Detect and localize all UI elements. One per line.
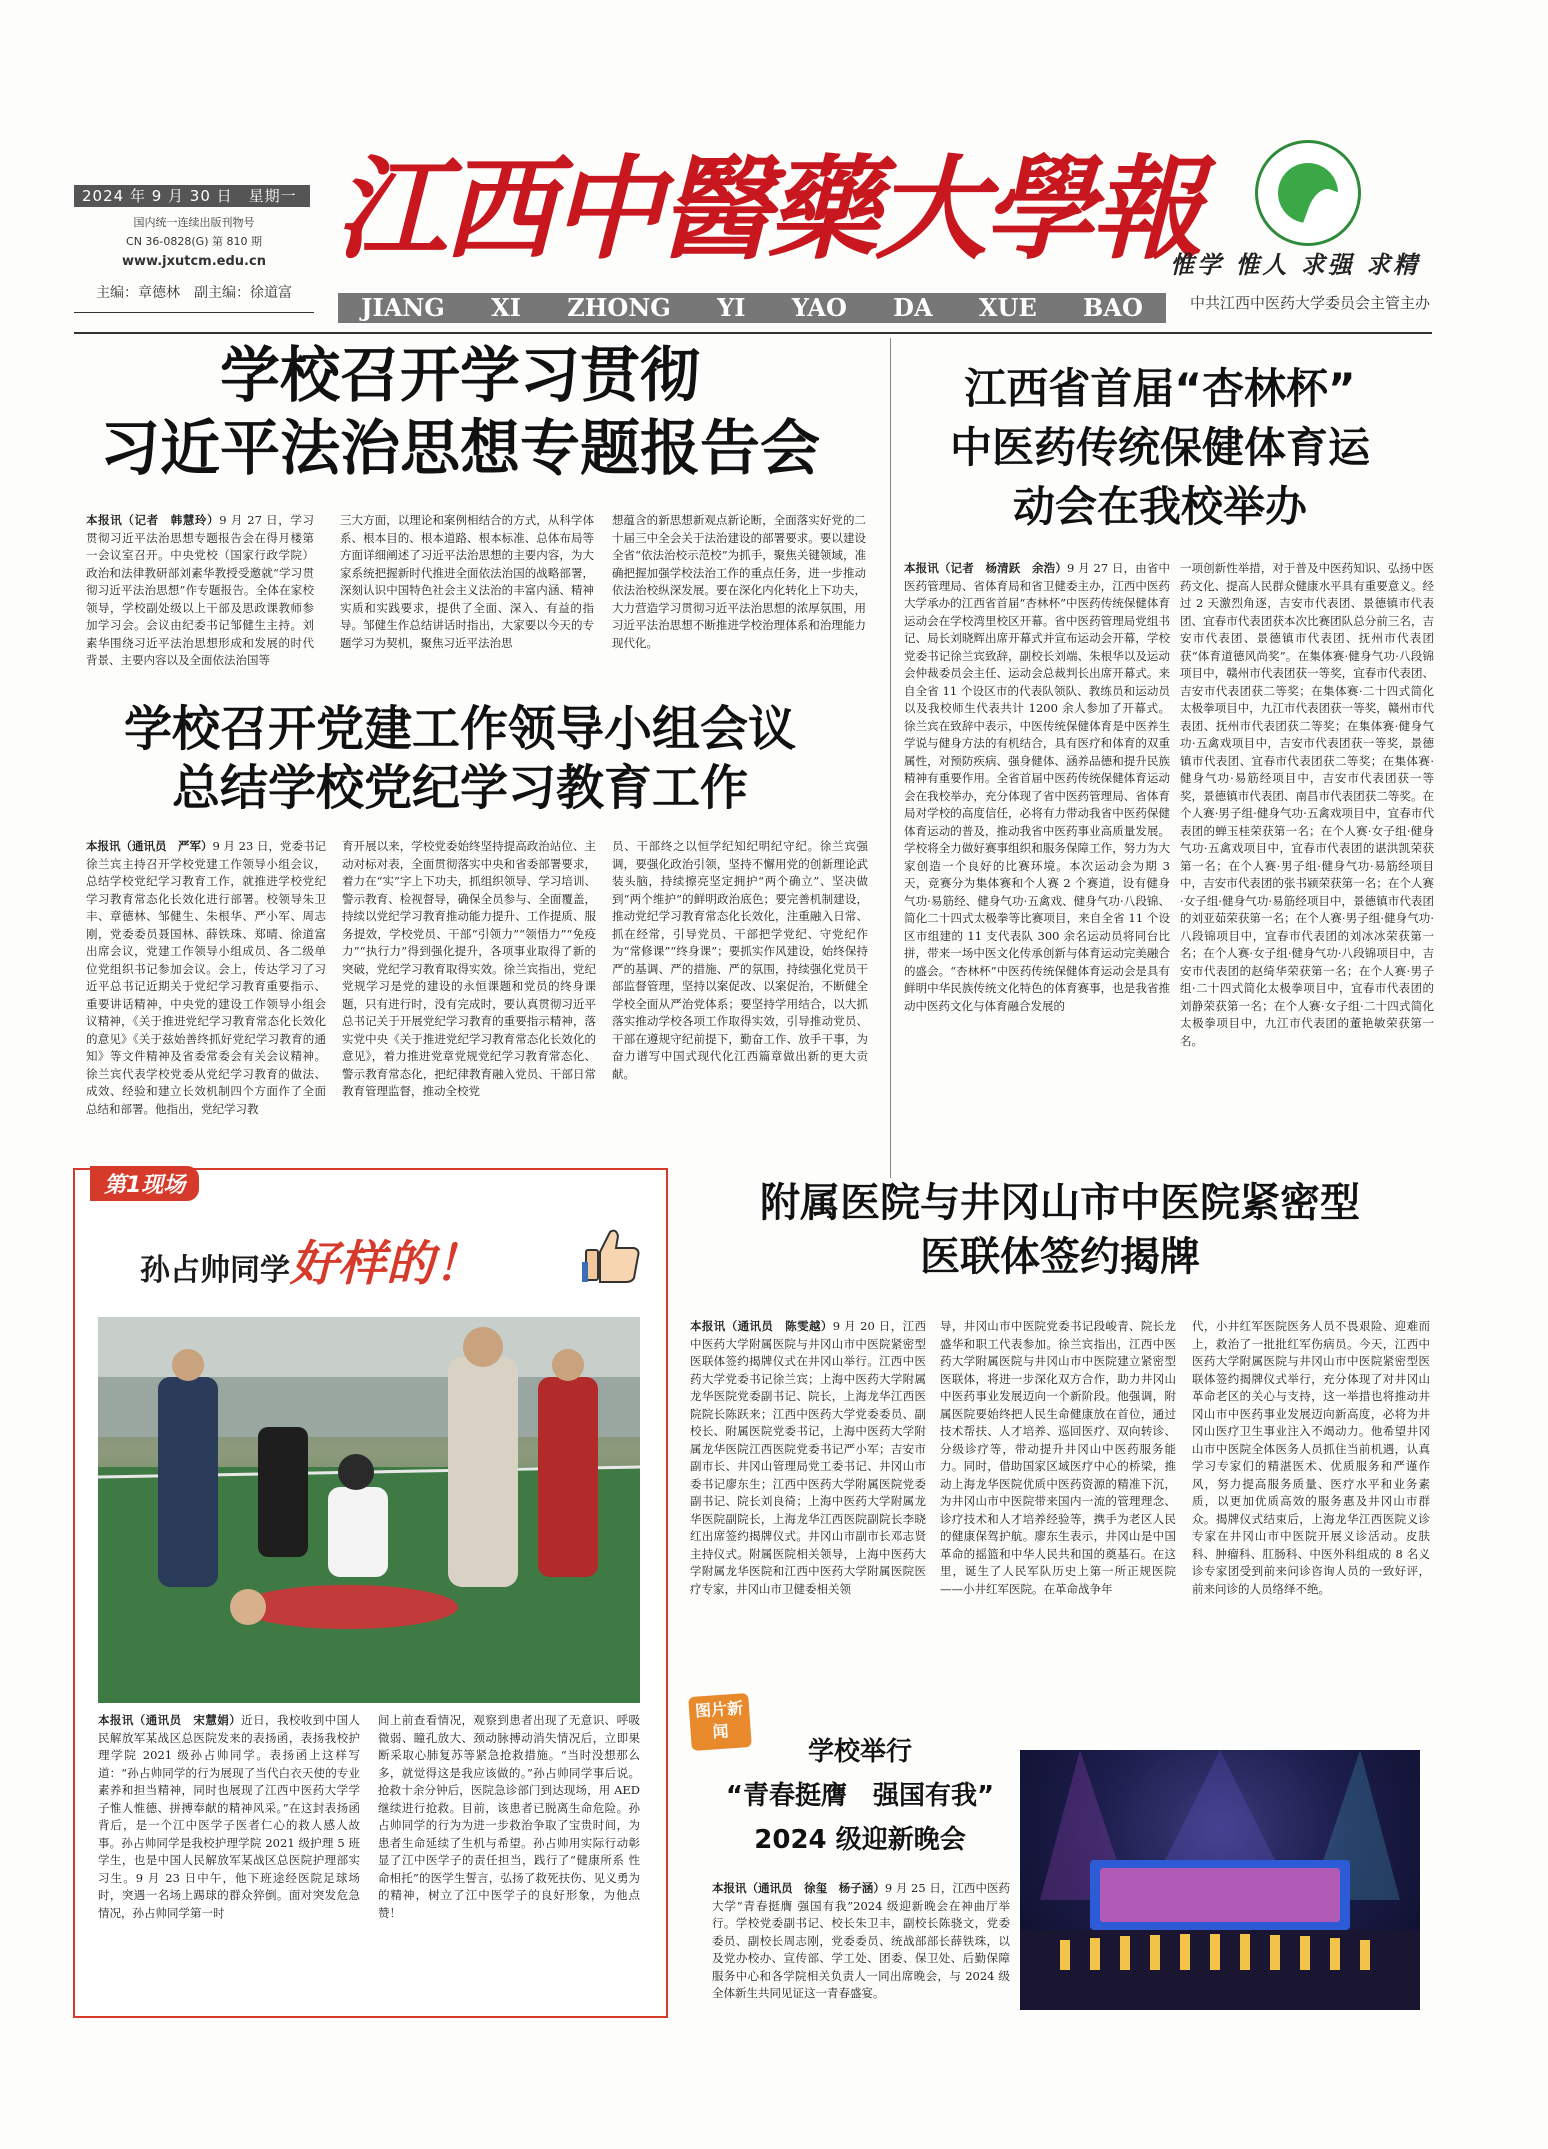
cn-line: CN 36-0828(G) 第 810 期 [126,235,262,248]
website-link[interactable]: www.jxutcm.edu.cn [122,254,266,269]
rescue-photo [98,1317,640,1703]
pinyin-bar [338,293,1166,323]
article5-headline [690,1176,1430,1284]
article5-text: 9 月 20 日，江西中医药大学附属医院与井冈山市中医院紧密型医联体签约揭牌仪式在井冈山举行。江西中医药大学党委书记徐兰宾；上海中医药大学附属龙华医院党委副书记、院长，上海龙华江西医院院长陈跃来；江西中医药大学党委委员、副校长、附属医院党委书记，上海中医药大学附属龙华医院江西医院党委书记严小军；吉安市副市长、井冈山管理局党工委书记、井冈山市委书记廖东生；江西中医药大学附属医院党委副书记、院长刘良徛；上海中医药大学附属龙华医院副院长，上海龙华江西医院副院长李晓红出席签约揭牌仪式。井冈山市副市长邓志贤主持仪式。附属医院相关领导，上海中医药大学附属龙华医院和江西中医药大学附属医院医疗专家，井冈山市卫健委相关领 [690,1319,926,1596]
headline-line: 医联体签约揭牌 [920,1234,1200,1280]
article4-col2: 间上前查看情况，观察到患者出现了无意识、呼吸微弱、瞳孔放大、颈动脉搏动消失情况后，立即果断采取心肺复苏等紧急抢救措施。“当时没想那么多，就觉得这是我应该做的。”孙占帅同学事后说。抢救十余分钟后，医院急诊部门到达现场，用 AED 继续进行抢救。目前，该患者已脱离生命危险。孙占帅同学的行为为进一步救治争取了宝贵时间，为患者生命延续了生机与希望。孙占帅用实际行动彰显了江中医学子的责任担当，践行了“健康所系 性命相托”的医学生誓言，弘扬了救死扶伤、见义勇为的精神，树立了江中医学子的良好形象，为他点赞！ [378,1713,640,1920]
pinyin-word: DA [893,293,933,322]
issn-line: 国内统一连续出版刊物号 [133,216,255,229]
article3-col3: 员、干部终之以恒学纪知纪明纪守纪。徐兰宾强调，要强化政治引领，坚持不懈用党的创新理论武装头脑，持续擦亮坚定拥护“两个确立”、坚决做到“两个维护”的鲜明政治底色；要完善机制建设，推动党纪学习教育常态化长效化，注重融入日常、抓在经常，引导党员、干部把学党纪、守党纪作为“常修课”“终身课”；要抓实作风建设，始终保持严的基调、严的措施、严的氛围，持续强化党员干部监督管理，坚持以案促改、以案促治，不断健全学校全面从严治党体系；要坚持学用结合，以大抓落实推动学校各项工作取得实效，引导推动党员、干部在遵规守纪前提下，勤奋工作、放手干事，为奋力谱写中国式现代化江西篇章做出新的更大贡献。 [612,839,868,1081]
pinyin-word: ZHONG [567,293,671,322]
article1-col3: 想蕴含的新思想新观点新论断，全面落实好党的二十届三中全会关于法治建设的部署要求。要以建设全省“依法治校示范校”为抓手，聚焦关键领域，准确把握加强学校法治工作的重点任务，进一步推动依法治校纵深发展。要在深化内化转化上下功夫，大力营造学习贯彻习近平法治思想的浓厚氛围，用习近平法治思想不断推进学校治理体系和治理能力现代化。 [612,513,866,650]
article2-col2: 一项创新性举措，对于普及中医药知识、弘扬中医药文化、提高人民群众健康水平具有重要意义。经过 2 天激烈角逐，吉安市代表团、景德镇市代表团、宜春市代表团获本次比赛团队总分前三名，吉安市代表团、景德镇市代表团、抚州市代表团获“体育道德风尚奖”。在集体赛·健身气功·八段锦项目中，赣州市代表团获一等奖，宜春市代表团、吉安市代表团获二等奖；在集体赛·二十四式简化太极拳项目中，九江市代表团获一等奖，赣州市代表团、抚州市代表团获二等奖；在集体赛·健身气功·五禽戏项目中，吉安市代表团获一等奖，景德镇市代表团、宜春市代表团获二等奖；在集体赛·健身气功·易筋经项目中，吉安市代表团获一等奖，景德镇市代表团、南昌市代表团获二等奖。在个人赛·男子组·健身气功·五禽戏项目中，宜春市代表团的蝉玉桂荣获第一名；在个人赛·女子组·健身气功·五禽戏项目中，宜春市代表团的谌洪凯荣获第一名；在个人赛·男子组·健身气功·易筋经项目中，吉安市代表团的张书颍荣获第一名；在个人赛·女子组·健身气功·易筋经项目中，景德镇市代表团的刘亚茹荣获第一名；在个人赛·男子组·健身气功·八段锦项目中，宜春市代表团的刘冰冰荣获第一名；在个人赛·女子组·健身气功·八段锦项目中，吉安市代表团的赵绮华荣获第一名；在个人赛·男子组·二十四式简化太极拳项目中，宜春市代表团的刘静荣获第一名；在个人赛·女子组·二十四式简化太极拳项目中，九江市代表团的董艳敏荣获第一名。 [1180,561,1434,1048]
headline-line: 习近平法治思想专题报告会 [100,414,820,485]
article2-byline: 本报讯（记者 杨清跃 余浩） [904,561,1067,575]
article3-col2: 育开展以来，学校党委始终坚持提高政治站位、主动对标对表，全面贯彻落实中央和省委部署要求，着力在“实”字上下功夫，抓组织领导、学习培训、警示教育、检视督导，确保全员参与、全面覆盖，持续以党纪学习教育推动能力提升、工作提质、服务提效，学校党员、干部“引领力”“领悟力”“免疫力”“执行力”得到强化提升，各项事业取得了新的突破，党纪学习教育取得实效。徐兰宾指出，党纪党规学习是党的建设的永恒课题和党员的终身课题，只有进行时，没有完成时，要认真贯彻习近平总书记关于开展党纪学习教育的重要指示精神，落实党中央《关于推进党纪学习教育常态化长效化的意见》，着力推进党章党规党纪学习教育常态化、警示教育常态化，把纪律教育融入党员、干部日常教育管理监督，推动全校党 [342,839,596,1098]
gala-photo [1020,1750,1420,2010]
headline-prefix: 孙占帅同学 [140,1253,290,1288]
headline-line: 附属医院与井冈山市中医院紧密型 [760,1180,1360,1226]
thumbs-up-icon [580,1222,644,1286]
pinyin-word: JIANG [361,293,445,322]
article3-col1 [86,838,326,1158]
article1-col2: 三大方面，以理论和案例相结合的方式，从科学体系、根本目的、根本道路、根本标准、总体布局等方面详细阐述了习近平法治思想的主要内容，为大家系统把握新时代推进全面依法治国的战略部署，深刻认识中国特色社会主义法治的丰富内涵、精神实质和实践要求，提供了全面、深入、有益的指导。邹健生作总结讲话时指出，大家要以今天的专题学习为契机，聚焦习近平法治思 [340,513,594,650]
university-logo-icon [1255,140,1361,246]
article3-text: 9 月 23 日，党委书记徐兰宾主持召开学校党建工作领导小组会议，总结学校党纪学习教育工作，就推进学校党纪学习教育常态化长效化进行部署。校领导朱卫丰、章德林、邹健生、朱根华、严小军、周志刚，党委委员聂国林、薛铁珠、郑晴、徐道富出席会议，党建工作领导小组成员、各二级单位党组织书记参加会议。会上，传达学习了习近平总书记近期关于党纪学习教育重要指示、重要讲话精神，中央党的建设工作领导小组会议精神，《关于推进党纪学习教育常态化长效化的意见》《关于兹始善终抓好党纪学习教育的通知》等文件精神及省委常委会有关会议精神。徐兰宾代表学校党委从党纪学习教育的做法、成效、经验和建立长效机制四个方面作了全面总结和部署。他指出，党纪学习教 [86,839,326,1116]
article4-col1 [98,1712,360,2012]
article2-col1 [904,560,1170,1165]
article4-text: 近日，我校收到中国人民解放军某战区总医院发来的表扬函，表扬我校护理学院 2021 级孙占帅同学。表扬函上这样写道：“孙占帅同学的行为展现了当代白衣天使的专业素养和担当精神，同时也展现了江西中医药大学学子惟人惟德、拼搏奉献的精神风采。”在这封表扬函背后，是一个江中医学子医者仁心的救人感人故事。孙占帅同学是我校护理学院 2021 级护理 5 班学生，也是中国人民解放军某战区总医院护理部实习生。9 月 23 日中午，他下班途经医院足球场时，突遇一名场上踢球的群众猝倒。面对突发危急情况，孙占帅同学第一时 [98,1713,360,1920]
article1-headline [60,340,860,486]
article6-text: 9 月 25 日，江西中医药大学“青春挺膺 强国有我”2024 级迎新晚会在神曲厅举行。学校党委副书记、校长朱卫丰，副校长陈骁文，党委委员、副校长周志刚，党委委员、统战部部长薛铁珠，以及党办校办、宣传部、学工处、团委、保卫处、后勤保障服务中心和各学院相关负责人一同出席晚会，与 2024 级全体新生共同见证这一青春盛宴。 [712,1881,1010,2000]
article2-headline [900,360,1420,536]
section-tag: 第1现场 [90,1166,199,1201]
headline-line: 2024 级迎新晚会 [754,1825,966,1856]
article3-headline [60,700,860,817]
editors: 主编：章德林 副主编：徐道富 [96,285,292,301]
headline-line: 学校召开学习贯彻 [220,341,700,411]
headline-line: 学校召开党建工作领导小组会议 [123,701,796,757]
pinyin-word: XUE [978,293,1037,322]
article5-col2: 导，井冈山市中医院党委书记段峻青、院长龙盛华和职工代表参加。徐兰宾指出，江西中医药大学附属医院与井冈山市中医院建立紧密型医联体，将进一步深化双方合作，助力井冈山中医药事业发展迈向一个新阶段。他强调，附属医院要始终把人民生命健康放在首位，通过技术帮扶、人才培养、巡回医疗、双向转诊、分级诊疗等，带动提升井冈山中医药服务能力。同时，借助国家区域医疗中心的桥梁，推动上海龙华医院优质中医药资源的精准下沉，为井冈山市中医院带来国内一流的管理理念、诊疗技术和人才培养经验等，携手为老区人民的健康保驾护航。廖东生表示，井冈山是中国革命的摇篮和中华人民共和国的奠基石。在这里，诞生了人民军队历史上第一所正规医院——小井红军医院。在革命战争年 [940,1319,1176,1596]
article5-col3: 代，小井红军医院医务人员不畏艰险、迎难而上，救治了一批批红军伤病员。今天，江西中医药大学附属医院与井冈山市中医院紧密型医联体签约揭牌仪式举行，充分体现了对井冈山革命老区的关心与支持，这一举措也将推动井冈山市中医药事业发展迈向新高度，必将为井冈山医疗卫生事业注入不竭动力。他希望井冈山市中医院全体医务人员抓住当前机遇，认真学习专家们的精湛医术、优质服务和严谨作风，努力提高服务质量、医疗水平和业务素质，以更加优质高效的服务惠及井冈山市群众。揭牌仪式结束后，上海龙华江西医院义诊专家在井冈山市中医院开展义诊活动。皮肤科、肿瘤科、肛肠科、中医外科组成的 8 名义诊专家团受到前来问诊咨询人员的一致好评，前来问诊的人员络绎不绝。 [1192,1319,1430,1596]
headline-line: 中医药传统保健体育运 [949,422,1370,472]
article6-body [712,1880,1010,2020]
headline-line: 江西省首届“杏林杯” [964,364,1356,413]
motto: 惟学 惟人 求强 求精 [1170,250,1421,279]
article6-headline [700,1730,1020,1863]
article5-byline: 本报讯（通讯员 陈雯越） [690,1319,833,1333]
headline-accent: 好样的！ [290,1236,483,1292]
headline-line: “青春挺膺 强国有我” [725,1781,995,1812]
pinyin-word: XI [491,293,521,322]
sponsor-line: 中共江西中医药大学委员会主管主办 [1190,294,1431,312]
photo-news-badge: 图片新闻 [688,1693,752,1751]
newspaper-title: 江西中醫藥大學報 [335,144,1199,275]
issue-date: 2024 年 9 月 30 日 星期一 [74,185,310,207]
headline-line: 动会在我校举办 [1012,481,1307,531]
article1-text: 9 月 27 日，学习贯彻习近平法治思想专题报告会在得月楼第一会议室召开。中央党校（国家行政学院）政治和法律教研部刘素华教授受邀就“学习贯彻习近平法治思想”作专题报告。全体在家校领导，学校副处级以上干部及思政课教师参加学习会。会议由纪委书记邹健生主持。刘素华围绕习近平法治思想形成和发展的时代背景、主要内容以及全面依法治国等 [86,513,314,667]
pinyin-word: YI [717,293,746,322]
article6-byline: 本报讯（通讯员 徐玺 杨子涵） [712,1881,885,1895]
article3-byline: 本报讯（通讯员 严军） [86,839,213,853]
article1-byline: 本报讯（记者 韩慧玲） [86,513,220,527]
pinyin-word: YAO [791,293,847,322]
article5-col1 [690,1318,926,1698]
headline-line: 总结学校党纪学习教育工作 [171,759,748,816]
article4-headline [140,1225,482,1294]
article4-byline: 本报讯（通讯员 宋慧娟） [98,1713,242,1727]
headline-line: 学校举行 [807,1737,912,1767]
article1-col1 [86,512,314,692]
pinyin-word: BAO [1083,293,1143,322]
article2-text: 9 月 27 日，由省中医药管理局、省体育局和省卫健委主办，江西中医药大学承办的江西省首届“杏林杯”中医药传统保健体育运动会在学校湾里校区开幕。省中医药管理局党组书记、局长刘晓辉出席开幕式并宣布运动会开幕，学校党委书记徐兰宾致辞，副校长刘端、朱根华以及运动会仲裁委员会主任、运动会总裁判长出席开幕式。来自全省 11 个设区市的代表队领队、教练员和运动员以及我校师生代表共计 1200 余人参加了开幕式。徐兰宾在致辞中表示，中医传统保健体育是中医养生学说与健身方法的有机结合，具有医疗和体育的双重属性，对预防疾病、强身健体、涵养品德和提升民族精神有重要作用。全省首届中医药传统保健体育运动会在我校举办，充分体现了省中医药管理局、省体育局对学校的高度信任，必将有力带动我省中医药保健体育运动的普及，推动我省中医药事业高质量发展。学校将全力做好赛事组织和服务保障工作，努力为大家创造一个良好的比赛环境。本次运动会为期 3 天，竞赛分为集体赛和个人赛 2 个赛道，设有健身气功·易筋经、健身气功·五禽戏、健身气功·八段锦、简化二十四式太极拳等比赛项目，来自全省 11 个设区市组建的 11 支代表队 300 余名运动员将同台比拼，带来一场中医文化传承创新与体育运动完美融合的盛会。“杏林杯”中医药传统保健体育运动会是具有鲜明中华民族传统文化特色的体育赛事，也是我省推动中医药文化与体育融合发展的 [904,561,1170,1013]
